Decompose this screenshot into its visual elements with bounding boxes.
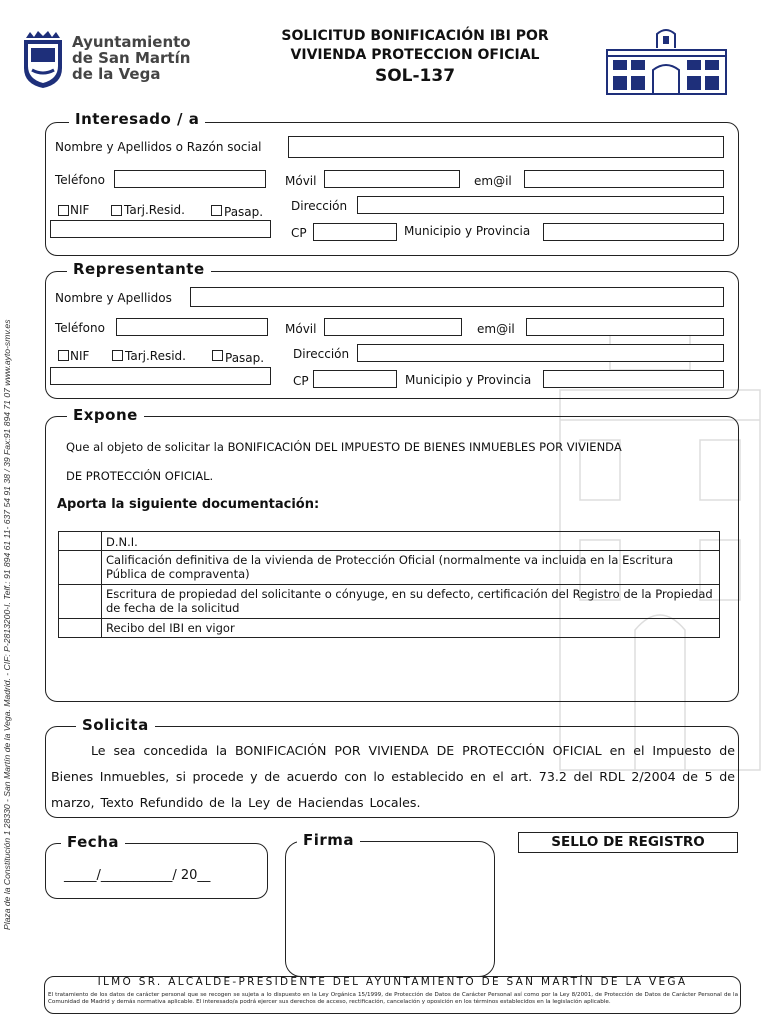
doc-label: Recibo del IBI en vigor <box>106 621 235 635</box>
rep-address-label: Dirección <box>293 347 350 361</box>
coat-of-arms-logo <box>20 30 66 90</box>
footer-addressee: ILMO SR. ALCALDE-PRESIDENTE DEL AYUNTAMIENTO DE SAN MARTÍN DE LA VEGA <box>97 976 688 988</box>
pasap-label: Pasap. <box>224 205 264 219</box>
tarj-resid-checkbox[interactable] <box>111 205 122 216</box>
expone-title: Expone <box>67 406 144 424</box>
doc-checkbox[interactable] <box>59 551 102 584</box>
form-title: SOLICITUD BONIFICACIÓN IBI POR VIVIENDA PROTECCION OFICIAL SOL-137 <box>281 28 549 86</box>
rep-tarj-resid-checkbox[interactable] <box>112 350 123 361</box>
rep-pasap-label: Pasap. <box>225 351 265 365</box>
interesado-title: Interesado / a <box>69 110 205 128</box>
doc-checkbox[interactable] <box>59 532 102 550</box>
solicita-title: Solicita <box>76 716 155 734</box>
doc-row-recibo <box>58 618 720 638</box>
expone-text-line1: Que al objeto de solicitar la BONIFICACIÓN DEL IMPUESTO DE BIENES INMUEBLES POR VIVIENDA <box>66 440 622 454</box>
address-field[interactable] <box>357 196 724 214</box>
rep-mobile-field[interactable] <box>324 318 462 336</box>
footer-legal-text: El tratamiento de los datos de carácter personal que se recogen se sujeta a lo dispuesto en la Ley Orgánica 15/1999, de Protección de Datos de Carácter Personal así como por la Ley 8/2001, de Protección de Datos de Carácter Personal de la Comunidad de Madrid y demás normativa aplicable. El interesado/a podrá ejercer sus derechos de acceso, rectificación, cancelación y oposición en los términos establecidos en la legislación aplicable. <box>48 992 738 1005</box>
rep-pasap-checkbox[interactable] <box>212 350 223 361</box>
rep-nif-checkbox[interactable] <box>58 350 69 361</box>
rep-cp-field[interactable] <box>313 370 397 388</box>
town-hall-building-icon <box>603 26 730 96</box>
municipio-field[interactable] <box>543 223 724 241</box>
cp-field[interactable] <box>313 223 397 241</box>
name-label: Nombre y Apellidos o Razón social <box>55 140 262 154</box>
rep-municipio-field[interactable] <box>543 370 724 388</box>
solicita-text: Le sea concedida la BONIFICACIÓN POR VIVIENDA DE PROTECCIÓN OFICIAL en el Impuesto de Bienes Inmuebles, si procede y de acuerdo con lo establecido en el art. 73.2 del RDL 2/2004 de 5 de marzo, Texto Refundido de la Ley de Haciendas Locales. <box>51 743 735 810</box>
firma-section <box>285 841 495 977</box>
rep-municipio-label: Municipio y Provincia <box>405 373 532 387</box>
rep-name-label: Nombre y Apellidos <box>55 291 172 305</box>
rep-nif-label: NIF <box>70 349 90 363</box>
rep-mobile-label: Móvil <box>285 322 317 336</box>
tarj-resid-label: Tarj.Resid. <box>124 203 185 217</box>
representante-title: Representante <box>67 260 211 278</box>
doc-row-dni <box>58 531 720 551</box>
doc-label: Calificación definitiva de la vivienda de Protección Oficial (normalmente va incluida en la Escritura Pública de compraventa) <box>106 553 674 581</box>
rep-phone-field[interactable] <box>116 318 268 336</box>
fecha-field[interactable]: _____/___________/ 20__ <box>64 868 211 883</box>
doc-checkbox[interactable] <box>59 585 102 618</box>
municipio-label: Municipio y Provincia <box>404 224 531 238</box>
rep-tarj-resid-label: Tarj.Resid. <box>125 349 186 363</box>
rep-name-field[interactable] <box>190 287 724 307</box>
rep-email-label: em@il <box>477 322 515 336</box>
rep-email-field[interactable] <box>526 318 724 336</box>
rep-phone-label: Teléfono <box>55 321 105 335</box>
doc-label: D.N.I. <box>106 535 138 549</box>
phone-label: Teléfono <box>55 173 105 187</box>
doc-row-escritura <box>58 584 720 619</box>
rep-document-number-field[interactable] <box>50 367 271 385</box>
fecha-title: Fecha <box>61 833 125 851</box>
address-label: Dirección <box>291 199 348 213</box>
nif-label: NIF <box>70 203 90 217</box>
organization-name: Ayuntamiento de San Martín de la Vega <box>72 33 191 83</box>
doc-label: Escritura de propiedad del solicitante o cónyuge, en su defecto, certificación del Registro de la Propiedad de fecha de la solicitud <box>106 587 713 615</box>
expone-text-line2: DE PROTECCIÓN OFICIAL. <box>66 469 214 483</box>
doc-checkbox[interactable] <box>59 619 102 637</box>
firma-title: Firma <box>297 831 360 849</box>
mobile-label: Móvil <box>285 174 317 188</box>
email-label: em@il <box>474 174 512 188</box>
email-field[interactable] <box>524 170 724 188</box>
docs-heading: Aporta la siguiente documentación: <box>57 497 320 512</box>
cp-label: CP <box>291 226 307 240</box>
rep-address-field[interactable] <box>357 344 724 362</box>
nif-checkbox[interactable] <box>58 205 69 216</box>
mobile-field[interactable] <box>324 170 460 188</box>
name-field[interactable] <box>288 136 724 158</box>
pasap-checkbox[interactable] <box>211 205 222 216</box>
doc-row-calificacion <box>58 550 720 585</box>
rep-cp-label: CP <box>293 374 309 388</box>
sello-registro-label: SELLO DE REGISTRO <box>518 832 738 853</box>
phone-field[interactable] <box>114 170 266 188</box>
document-number-field[interactable] <box>50 220 271 238</box>
